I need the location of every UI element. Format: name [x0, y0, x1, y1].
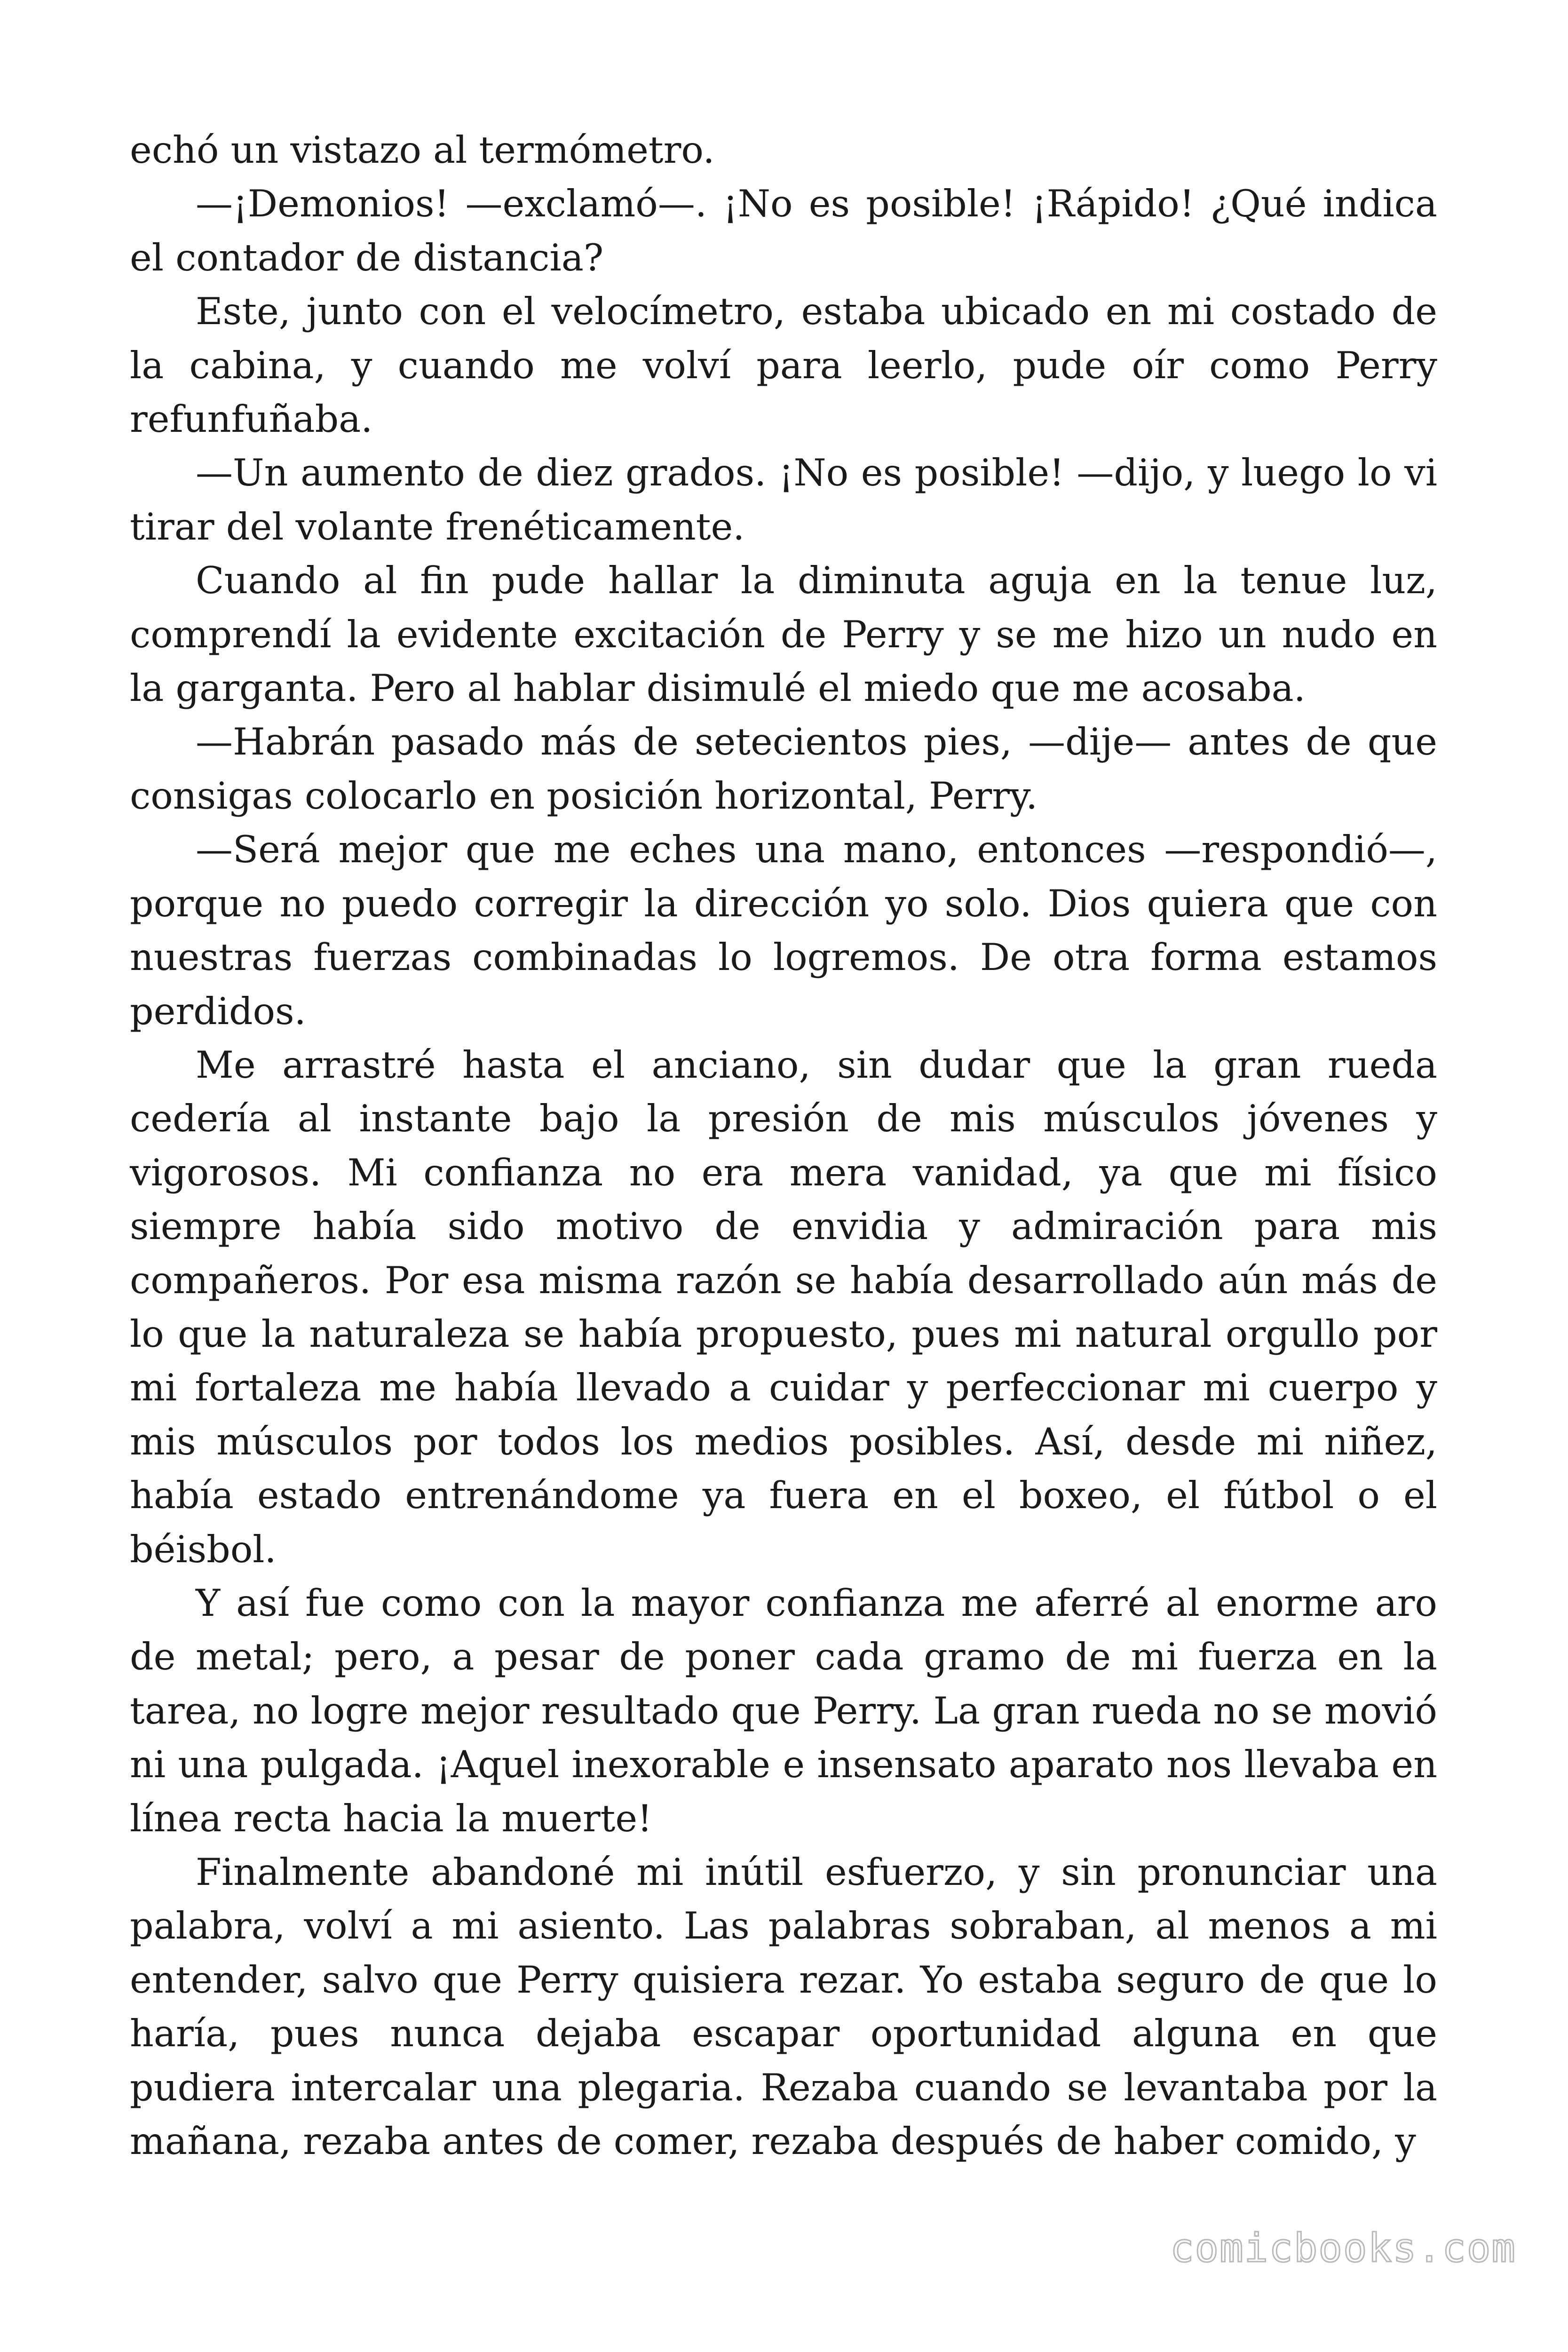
paragraph-2: —¡Demonios! —exclamó—. ¡No es posible! ¡Rápido! ¿Qué indica el contador de distancia?: [130, 182, 1437, 279]
paragraph-6: —Habrán pasado más de setecientos pies, —dije— antes de que consigas colocarlo en posición horizontal, Perry.: [130, 720, 1437, 818]
paragraph-1: echó un vistazo al termómetro.: [130, 128, 715, 172]
paragraph-3: Este, junto con el velocímetro, estaba ubicado en mi costado de la cabina, y cuando me volví para leerlo, pude oír como Perry refunfuñaba.: [130, 290, 1437, 441]
watermark: comicbooks.com: [1170, 2225, 1516, 2271]
paragraph-8: Me arrastré hasta el anciano, sin dudar que la gran rueda cedería al instante bajo la presión de mis músculos jóvenes y vigorosos. Mi confianza no era mera vanidad, ya que mi físico siempre había sido motivo de envidia y admiración para mis compañeros. Por esa misma razón se había desarrollado aún más de lo que la naturaleza se había propuesto, pues mi natural orgullo por mi fortaleza me había llevado a cuidar y perfeccionar mi cuerpo y mis músculos por todos los medios posibles. Así, desde mi niñez, había estado entrenándome ya fuera en el boxeo, el fútbol o el béisbol.: [130, 1043, 1437, 1571]
paragraph-4: —Un aumento de diez grados. ¡No es posible! —dijo, y luego lo vi tirar del volante frenéticamente.: [130, 451, 1437, 548]
paragraph-5: Cuando al fin pude hallar la diminuta aguja en la tenue luz, comprendí la evidente excitación de Perry y se me hizo un nudo en la garganta. Pero al hablar disimulé el miedo que me acosaba.: [130, 559, 1437, 710]
body-text: [130, 123, 1437, 2168]
paragraph-10: Finalmente abandoné mi inútil esfuerzo, y sin pronunciar una palabra, volví a mi asiento. Las palabras sobraban, al menos a mi entender, salvo que Perry quisiera rezar. Yo estaba seguro de que lo haría, pues nunca dejaba escapar oportunidad alguna en que pudiera intercalar una plegaria. Rezaba cuando se levantaba por la mañana, rezaba antes de comer, rezaba después de haber comido, y: [130, 1851, 1437, 2163]
paragraph-7: —Será mejor que me eches una mano, entonces —respondió—, porque no puedo corregir la dirección yo solo. Dios quiera que con nuestras fuerzas combinadas lo logremos. De otra forma estamos perdidos.: [130, 828, 1437, 1033]
paragraph-9: Y así fue como con la mayor confianza me aferré al enorme aro de metal; pero, a pesar de poner cada gramo de mi fuerza en la tarea, no logre mejor resultado que Perry. La gran rueda no se movió ni una pulgada. ¡Aquel inexorable e insensato aparato nos llevaba en línea recta hacia la muerte!: [130, 1581, 1437, 1840]
